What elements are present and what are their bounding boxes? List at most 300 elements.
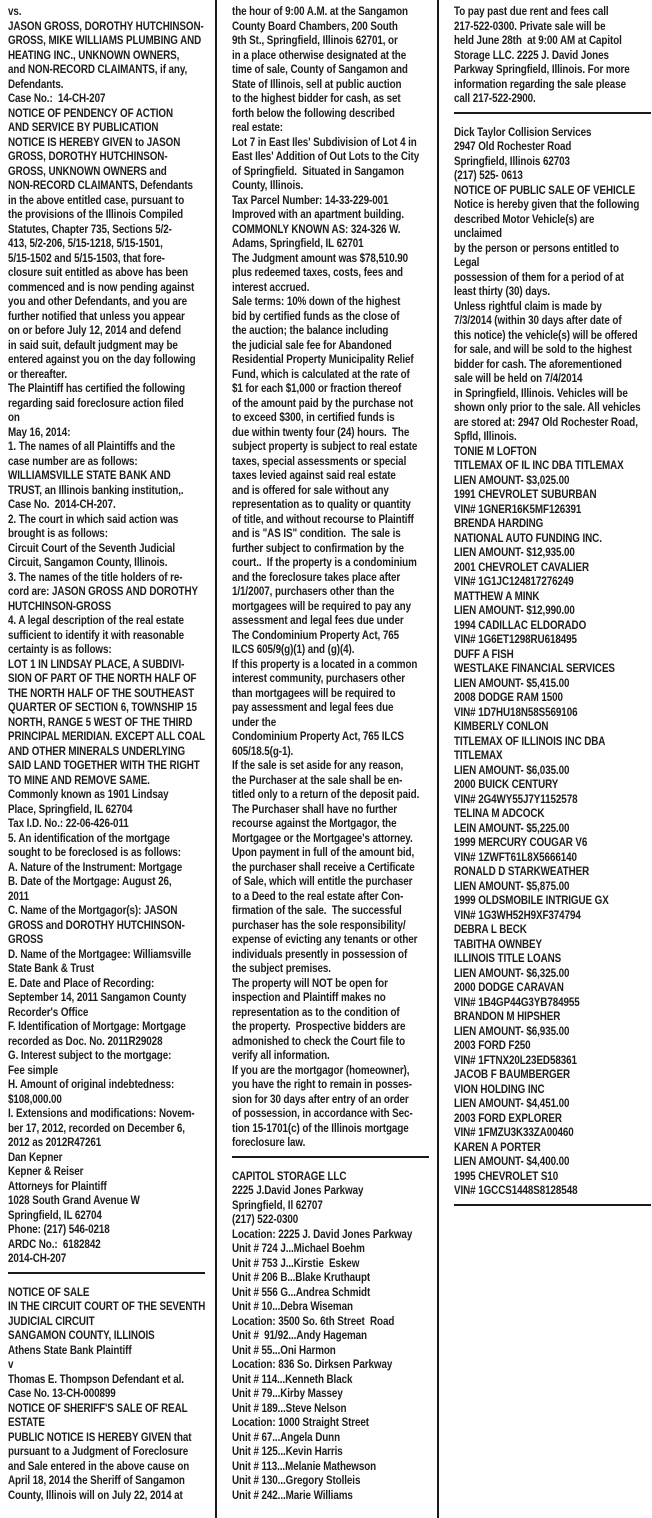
text-line: TELINA M ADCOCK <box>454 806 545 820</box>
text-line: State of Illinois, sell at public auction <box>232 76 402 91</box>
text-line: Springfield, IL 62704 <box>8 1207 102 1222</box>
text-line: foreclosure law. <box>232 1135 306 1149</box>
text-line: WESTLAKE FINANCIAL SERVICES <box>454 661 615 675</box>
text-line: THE NORTH HALF OF THE SOUTHEAST <box>8 685 195 700</box>
text-line: JUDICIAL CIRCUIT <box>8 1313 95 1328</box>
text-line: County, Illinois. <box>232 178 304 192</box>
text-line: County Board Chambers, 200 South <box>232 18 398 33</box>
text-line: Attorneys for Plaintiff <box>8 1178 107 1193</box>
text-line: on <box>8 410 20 424</box>
text-line: 413, 5/2-206, 5/15-1218, 5/15-1501, <box>8 236 163 250</box>
text-line: A. Nature of the Instrument: Mortgage <box>8 859 183 874</box>
text-line: further subject to confirmation by the <box>232 540 404 555</box>
text-line: Residential Property Municipality Relief <box>232 352 414 366</box>
notice-of-sale-sheriff-continued <box>232 4 432 1150</box>
text-line: shown only prior to the sale. All vehicles <box>454 400 641 414</box>
text-line: The property will NOT be open for <box>232 975 388 990</box>
text-line: in the above entitled case, pursuant to <box>8 192 185 207</box>
text-line: Unit # 125...Kevin Harris <box>232 1444 343 1458</box>
text-line: the auction; the balance including <box>232 323 389 337</box>
text-line: further notified that unless you appear <box>8 308 185 323</box>
text-line: ber 17, 2012, recorded on December 6, <box>8 1120 185 1135</box>
text-line: possession of them for a period of at <box>454 269 624 284</box>
text-line: you have the right to remain in posses- <box>232 1077 413 1091</box>
text-line: and Sale entered in the above cause on <box>8 1458 190 1473</box>
text-line: May 16, 2014: <box>8 424 71 439</box>
text-line: 2225 J.David Jones Parkway <box>232 1183 364 1197</box>
text-line: Unless rightful claim is made by <box>454 298 602 313</box>
text-line: Circuit Court of the Seventh Judicial <box>8 540 176 555</box>
text-line: LIEN AMOUNT- $6,935.00 <box>454 1023 570 1038</box>
text-line: to the highest bidder for cash, as set <box>232 91 401 105</box>
text-line: B. Date of the Mortgage: August 26, <box>8 874 172 888</box>
notice-public-sale-of-vehicle <box>454 125 652 1198</box>
text-line: unclaimed <box>454 226 502 240</box>
text-line: 1028 South Grand Avenue W <box>8 1193 140 1207</box>
text-line: Statutes, Chapter 735, Sections 5/2- <box>8 221 172 236</box>
text-line: NOTICE OF PUBLIC SALE OF VEHICLE <box>454 182 636 197</box>
text-line: Location: 836 So. Dirksen Parkway <box>232 1357 393 1371</box>
text-line: IN THE CIRCUIT COURT OF THE SEVENTH <box>8 1299 206 1313</box>
text-line: TO MINE AND REMOVE SAME. <box>8 772 150 787</box>
text-line: Commonly known as 1901 Lindsay <box>8 787 169 801</box>
text-line: NOTICE OF PENDENCY OF ACTION <box>8 105 174 120</box>
text-line: Parkway Springfield, Illinois. For more <box>454 62 630 76</box>
text-line: 2000 BUICK CENTURY <box>454 777 559 791</box>
text-line: VIN# 1G1JC124817276249 <box>454 574 574 588</box>
text-line: SAID LAND TOGETHER WITH THE RIGHT <box>8 758 200 772</box>
text-line: recourse against the Mortgagor, the <box>232 816 397 830</box>
text-line: WILLIAMSVILLE STATE BANK AND <box>8 468 171 482</box>
text-line: LIEN AMOUNT- $12,990.00 <box>454 603 575 617</box>
text-line: pursuant to a Judgment of Foreclosure <box>8 1444 189 1458</box>
text-line: representation as to quality or quantity <box>232 497 411 511</box>
text-line: Unit # 724 J...Michael Boehm <box>232 1241 365 1255</box>
column-divider-left <box>215 0 217 1518</box>
text-line: Unit # 10...Debra Wiseman <box>232 1299 353 1313</box>
text-line: sought to be foreclosed is as follows: <box>8 845 181 859</box>
text-line: described Motor Vehicle(s) are <box>454 211 595 226</box>
text-line: ARDC No.: 6182842 <box>8 1236 101 1251</box>
text-line: sale will be held on 7/4/2014 <box>454 371 583 385</box>
text-line: KAREN A PORTER <box>454 1139 541 1154</box>
text-line: April 18, 2014 the Sheriff of Sangamon <box>8 1473 185 1487</box>
text-line: I. Extensions and modifications: Novem- <box>8 1106 195 1120</box>
text-line: firmation of the sale. The successful <box>232 903 402 917</box>
text-line: BRENDA HARDING <box>454 516 544 530</box>
text-line: the hour of 9:00 A.M. at the Sangamon <box>232 4 408 18</box>
text-line: than mortgagees will be required to <box>232 685 396 700</box>
text-line: LIEN AMOUNT- $4,400.00 <box>454 1154 570 1168</box>
text-line: 7/3/2014 (within 30 days after date of <box>454 313 622 327</box>
text-line: ESTATE <box>8 1415 45 1429</box>
text-line: real estate: <box>232 120 283 134</box>
text-line: Tax I.D. No.: 22-06-426-011 <box>8 816 129 830</box>
text-line: taxes, special assessments or special <box>232 453 407 468</box>
text-line: certainty is as follows: <box>8 642 112 656</box>
text-line: subject property is subject to real estate <box>232 439 418 453</box>
text-line: VIN# 1GCCS1448S8128548 <box>454 1183 578 1197</box>
text-line: GROSS, MIKE WILLIAMS PLUMBING AND <box>8 33 202 47</box>
text-line: 1995 CHEVROLET S10 <box>454 1168 559 1183</box>
notice-separator-rule <box>8 1272 205 1274</box>
text-line: LIEN AMOUNT- $5,415.00 <box>454 675 570 690</box>
text-line: The Judgment amount was $78,510.90 <box>232 250 409 265</box>
text-line: bid by certified funds as the close of <box>232 308 400 323</box>
text-line: 1999 MERCURY COUGAR V6 <box>454 835 588 849</box>
text-line: Recorder's Office <box>8 1004 89 1019</box>
text-line: vs. <box>8 4 22 18</box>
text-line: E. Date and Place of Recording: <box>8 975 155 990</box>
text-line: County, Illinois will on July 22, 2014 at <box>8 1487 183 1502</box>
text-line: Dick Taylor Collision Services <box>454 124 592 139</box>
notice-capitol-storage-continued <box>454 4 652 106</box>
text-line: NOTICE IS HEREBY GIVEN to JASON <box>8 134 181 149</box>
text-line: of the amount paid by the purchase not <box>232 395 414 410</box>
text-line: in Springfield, Illinois. Vehicles will be <box>454 385 628 400</box>
text-line: CAPITOL STORAGE LLC <box>232 1168 347 1183</box>
text-line: 1/1/2007, purchasers other than the <box>232 584 395 598</box>
text-line: tion 15-1701(c) of the Illinois mortgage <box>232 1120 409 1135</box>
text-line: sion for 30 days after entry of an order <box>232 1091 409 1106</box>
notice-of-sale-sheriff <box>8 1285 208 1503</box>
text-line: LIEN AMOUNT- $12,935.00 <box>454 545 575 559</box>
text-line: Thomas E. Thompson Defendant et al. <box>8 1371 184 1386</box>
text-line: The Purchaser shall have no further <box>232 801 398 816</box>
text-line: 2014-CH-207 <box>8 1251 67 1265</box>
text-line: Unit # 114...Kenneth Black <box>232 1371 353 1386</box>
text-line: $1 for each $1,000 or fraction thereof <box>232 381 402 395</box>
text-line: If the sale is set aside for any reason, <box>232 758 404 772</box>
text-line: Case No.: 14-CH-207 <box>8 91 106 105</box>
text-line: interest community, purchasers other <box>232 671 405 685</box>
text-line: the purchaser shall receive a Certificate <box>232 859 415 874</box>
text-line: the judicial sale fee for Abandoned <box>232 337 392 352</box>
text-line: 217-522-0300. Private sale will be <box>454 18 606 33</box>
text-line: 2000 DODGE CARAVAN <box>454 980 564 994</box>
text-line: Legal <box>454 255 480 269</box>
text-line: to exceed $300, in certified funds is <box>232 410 395 424</box>
text-line: PRINCIPAL MERIDIAN. EXCEPT ALL COAL <box>8 729 205 743</box>
text-line: 605/18.5(g-1). <box>232 743 294 758</box>
text-line: 3. The names of the title holders of re- <box>8 569 183 584</box>
text-line: Fund, which is calculated at the rate of <box>232 366 410 381</box>
text-line: court.. If the property is a condominium <box>232 555 417 569</box>
text-line: regarding said foreclosure action filed <box>8 395 184 410</box>
text-line: Unit # 189...Steve Nelson <box>232 1400 347 1415</box>
text-line: Adams, Springfield, IL 62701 <box>232 236 364 250</box>
text-line: PUBLIC NOTICE IS HEREBY GIVEN that <box>8 1429 192 1444</box>
text-line: JASON GROSS, DOROTHY HUTCHINSON- <box>8 18 204 33</box>
text-line: COMMONLY KNOWN AS: 324-326 W. <box>232 221 401 236</box>
text-line: verify all information. <box>232 1048 330 1062</box>
text-line: SION OF PART OF THE NORTH HALF OF <box>8 671 197 685</box>
text-line: Case No. 2014-CH-207. <box>8 497 116 511</box>
text-line: GROSS <box>8 932 44 946</box>
text-line: Circuit, Sangamon County, Illinois. <box>8 555 168 569</box>
text-line: Storage LLC. 2225 J. David Jones <box>454 47 609 62</box>
notice-pendency-of-action <box>8 4 208 1266</box>
text-line: $108,000.00 <box>8 1091 62 1106</box>
text-line: and NON-RECORD CLAIMANTS, if any, <box>8 62 188 76</box>
text-line: D. Name of the Mortgagee: Williamsville <box>8 946 192 961</box>
text-line: Tax Parcel Number: 14-33-229-001 <box>232 192 389 207</box>
text-line: If this property is a located in a common <box>232 656 418 671</box>
text-line: on or before July 12, 2014 and defend <box>8 323 182 337</box>
text-line: KIMBERLY CONLON <box>454 719 549 733</box>
text-line: bidder for cash. The aforementioned <box>454 356 622 371</box>
text-line: QUARTER OF SECTION 6, TOWNSHIP 15 <box>8 700 197 714</box>
text-line: TITLEMAX OF ILLINOIS INC DBA <box>454 733 606 748</box>
text-line: AND SERVICE BY PUBLICATION <box>8 120 159 134</box>
text-line: GROSS, DOROTHY HUTCHINSON- <box>8 149 168 163</box>
text-line: Spfld, Illinois. <box>454 429 517 443</box>
text-line: HUTCHINSON-GROSS <box>8 598 112 613</box>
text-line: commenced and is now pending against <box>8 279 195 294</box>
text-line: TITLEMAX OF IL INC DBA TITLEMAX <box>454 458 624 472</box>
text-line: you and other Defendants, and you are <box>8 294 188 308</box>
text-line: case number are as follows: <box>8 453 138 468</box>
text-line: JACOB F BAUMBERGER <box>454 1067 571 1081</box>
text-line: of possession, in accordance with Sec- <box>232 1106 413 1120</box>
text-line: BRANDON M HIPSHER <box>454 1009 561 1023</box>
text-line: entered against you on the day following <box>8 352 196 366</box>
text-line: 1999 OLDSMOBILE INTRIGUE GX <box>454 893 609 907</box>
text-line: 2011 <box>8 888 30 903</box>
text-line: C. Name of the Mortgagor(s): JASON <box>8 903 178 917</box>
text-line: Notice is hereby given that the following <box>454 197 640 211</box>
text-line: H. Amount of original indebtedness: <box>8 1077 175 1091</box>
text-line: G. Interest subject to the mortgage: <box>8 1048 172 1062</box>
text-line: Unit # 753 J...Kirstie Eskew <box>232 1255 360 1270</box>
text-line: VIN# 1D7HU18N58S569106 <box>454 704 578 719</box>
column-middle <box>232 4 432 1502</box>
column-left <box>8 4 208 1502</box>
text-line: VIN# 2G4WY55J7Y1152578 <box>454 791 578 806</box>
text-line: 2947 Old Rochester Road <box>454 139 572 153</box>
text-line: 2008 DODGE RAM 1500 <box>454 690 563 704</box>
text-line: Unit # 67...Angela Dunn <box>232 1429 341 1444</box>
text-line: mortgagees will be required to pay any <box>232 598 412 613</box>
text-line: VIN# 1GNER16K5MF126391 <box>454 501 582 516</box>
text-line: taxes levied against said real estate <box>232 468 396 482</box>
text-line: admonished to check the Court file to <box>232 1033 406 1048</box>
text-line: DEBRA L BECK <box>454 922 527 936</box>
text-line: Upon payment in full of the amount bid, <box>232 845 415 859</box>
text-line: AND OTHER MINERALS UNDERLYING <box>8 743 186 758</box>
text-line: 5/15-1502 and 5/15-1503, that fore- <box>8 250 165 265</box>
notice-capitol-storage <box>232 1169 432 1503</box>
text-line: Unit # 55...Oni Harmon <box>232 1342 336 1357</box>
text-line: Springfield, Il 62707 <box>232 1197 323 1212</box>
text-line: 2. The court in which said action was <box>8 511 179 526</box>
text-line: Place, Springfield, IL 62704 <box>8 801 133 816</box>
column-right <box>454 4 652 1217</box>
text-line: closure suit entitled as above has been <box>8 265 189 279</box>
text-line: NORTH, RANGE 5 WEST OF THE THIRD <box>8 714 193 729</box>
text-line: Lot 7 in East Iles' Subdivision of Lot 4 in <box>232 134 417 149</box>
text-line: Location: 2225 J. David Jones Parkway <box>232 1226 413 1241</box>
text-line: the Purchaser at the sale shall be en- <box>232 772 403 787</box>
text-line: forth below the following described <box>232 105 395 120</box>
text-line: and is "AS IS" condition. The sale is <box>232 526 401 540</box>
text-line: MATTHEW A MINK <box>454 588 540 603</box>
text-line: under the <box>232 714 277 729</box>
text-line: 1991 CHEVROLET SUBURBAN <box>454 487 597 501</box>
text-line: Unit # 91/92...Andy Hageman <box>232 1328 367 1342</box>
notice-separator-rule <box>454 112 651 114</box>
text-line: Location: 1000 Straight Street <box>232 1415 369 1429</box>
text-line: Condominium Property Act, 765 ILCS <box>232 729 404 743</box>
text-line: Kepner & Reiser <box>8 1164 84 1178</box>
text-line: time of sale, County of Sangamon and <box>232 62 408 76</box>
text-line: NOTICE OF SHERIFF'S SALE OF REAL <box>8 1400 188 1415</box>
text-line: VION HOLDING INC <box>454 1081 545 1096</box>
text-line: and is offered for sale without any <box>232 482 389 497</box>
text-line: of title, and without recourse to Plaintiff <box>232 511 414 526</box>
text-line: LIEN AMOUNT- $6,325.00 <box>454 965 570 980</box>
text-line: are stored at: 2947 Old Rochester Road, <box>454 414 638 429</box>
text-line: (217) 525- 0613 <box>454 168 523 182</box>
text-line: interest accrued. <box>232 279 310 294</box>
text-line: assessment and legal fees due under <box>232 613 404 627</box>
text-line: Unit # 130...Gregory Stolleis <box>232 1473 361 1487</box>
text-line: to a Deed to the real estate after Con- <box>232 888 404 903</box>
text-line: LOT 1 IN LINDSAY PLACE, A SUBDIVI- <box>8 656 185 671</box>
text-line: TABITHA OWNBEY <box>454 936 542 951</box>
text-line: LIEN AMOUNT- $4,451.00 <box>454 1096 570 1110</box>
text-line: Dan Kepner <box>8 1149 63 1164</box>
text-line: Unit # 113...Melanie Mathewson <box>232 1458 377 1473</box>
text-line: If you are the mortgagor (homeowner), <box>232 1062 410 1077</box>
text-line: 2001 CHEVROLET CAVALIER <box>454 559 590 574</box>
text-line: in said suit, default judgment may be <box>8 337 178 352</box>
text-line: 4. A legal description of the real estate <box>8 613 184 627</box>
text-line: VIN# 1G6ET1298RU618495 <box>454 632 577 646</box>
text-line: information regarding the sale please <box>454 76 626 91</box>
column-divider-right <box>437 0 439 1518</box>
text-line: NATIONAL AUTO FUNDING INC. <box>454 530 602 545</box>
text-line: (217) 522-0300 <box>232 1212 299 1226</box>
text-line: plus redeemed taxes, costs, fees and <box>232 265 403 279</box>
text-line: TRUST, an Illinois banking institution,. <box>8 482 184 497</box>
text-line: NOTICE OF SALE <box>8 1284 90 1299</box>
text-line: Defendants. <box>8 76 64 91</box>
text-line: HEATING INC., UNKNOWN OWNERS, <box>8 47 180 62</box>
text-line: by the person or persons entitled to <box>454 240 619 255</box>
text-line: LIEN AMOUNT- $6,035.00 <box>454 762 570 777</box>
text-line: Fee simple <box>8 1062 59 1077</box>
text-line: ILCS 605/9(g)(1) and (g)(4). <box>232 642 355 656</box>
text-line: of Springfield. Situated in Sangamon <box>232 163 404 178</box>
text-line: 1. The names of all Plaintiffs and the <box>8 439 175 453</box>
text-line: 2012 as 2012R47261 <box>8 1135 102 1149</box>
text-line: VIN# 1ZWFT61L8X5666140 <box>454 849 577 864</box>
text-line: Sale terms: 10% down of the highest <box>232 294 401 308</box>
text-line: this notice) the vehicle(s) will be offered <box>454 327 638 342</box>
text-line: Location: 3500 So. 6th Street Road <box>232 1313 395 1328</box>
text-line: F. Identification of Mortgage: Mortgage <box>8 1019 186 1033</box>
text-line: Unit # 206 B...Blake Kruthaupt <box>232 1270 371 1284</box>
text-line: in a place otherwise designated at the <box>232 47 407 62</box>
text-line: 5. An identification of the mortgage <box>8 830 170 845</box>
text-line: State Bank & Trust <box>8 961 95 975</box>
text-line: the provisions of the Illinois Compiled <box>8 207 184 221</box>
text-line: held June 28th at 9:00 AM at Capitol <box>454 33 622 47</box>
text-line: 9th St., Springfield, Illinois 62701, or <box>232 33 398 47</box>
text-line: SANGAMON COUNTY, ILLINOIS <box>8 1328 155 1342</box>
text-line: the subject premises. <box>232 961 331 975</box>
text-line: VIN# 1G3WH52H9XF374794 <box>454 907 581 922</box>
text-line: call 217-522-2900. <box>454 91 536 105</box>
text-line: NON-RECORD CLAIMANTS, Defendants <box>8 178 193 192</box>
text-line: due within twenty four (24) hours. The <box>232 424 410 439</box>
text-line: GROSS, UNKNOWN OWNERS and <box>8 163 167 178</box>
text-line: LEIN AMOUNT- $5,225.00 <box>454 820 570 835</box>
text-line: September 14, 2011 Sangamon County <box>8 990 187 1004</box>
text-line: Mortgagee or the Mortgagee's attorney. <box>232 830 413 845</box>
text-line: expense of evicting any tenants or other <box>232 932 418 946</box>
text-line: The Condominium Property Act, 765 <box>232 627 399 642</box>
text-line: VIN# 1B4GP44G3YB784955 <box>454 994 580 1009</box>
text-line: of Sale, which will entitle the purchaser <box>232 874 413 888</box>
text-line: v <box>8 1357 14 1371</box>
notice-separator-rule <box>232 1156 429 1158</box>
text-line: Case No. 13-CH-000899 <box>8 1386 116 1400</box>
text-line: VIN# 1FTNX20L23ED58361 <box>454 1052 577 1067</box>
text-line: inspection and Plaintiff makes no <box>232 990 386 1004</box>
text-line: LIEN AMOUNT- $3,025.00 <box>454 472 570 487</box>
text-line: Unit # 556 G...Andrea Schmidt <box>232 1284 371 1299</box>
text-line: LIEN AMOUNT- $5,875.00 <box>454 878 570 893</box>
text-line: Springfield, Illinois 62703 <box>454 153 570 168</box>
text-line: recorded as Doc. No. 2011R29028 <box>8 1033 163 1048</box>
text-line: least thirty (30) days. <box>454 284 551 298</box>
text-line: pay assessment and legal fees due <box>232 700 394 714</box>
text-line: 2003 FORD F250 <box>454 1038 531 1052</box>
text-line: TONIE M LOFTON <box>454 443 537 458</box>
text-line: individuals presently in possession of <box>232 946 408 961</box>
text-line: Unit # 79...Kirby Massey <box>232 1386 343 1400</box>
text-line: East Iles' Addition of Out Lots to the City <box>232 149 420 163</box>
text-line: 2003 FORD EXPLORER <box>454 1110 562 1125</box>
text-line: and the foreclosure takes place after <box>232 569 401 584</box>
text-line: brought is as follows: <box>8 526 108 540</box>
text-line: titled only to a return of the deposit paid. <box>232 787 420 801</box>
text-line: TITLEMAX <box>454 748 503 762</box>
text-line: ILLINOIS TITLE LOANS <box>454 951 562 965</box>
text-line: Unit # 242...Marie Williams <box>232 1487 353 1502</box>
text-line: To pay past due rent and fees call <box>454 4 609 18</box>
text-line: representation as to the condition of <box>232 1004 400 1019</box>
text-line: The Plaintiff has certified the following <box>8 381 186 395</box>
text-line: RONALD D STARKWEATHER <box>454 864 590 878</box>
text-line: Improved with an apartment building. <box>232 207 405 221</box>
text-line: cord are: JASON GROSS AND DOROTHY <box>8 584 198 598</box>
text-line: for sale, and will be sold to the highest <box>454 342 632 356</box>
text-line: GROSS and DOROTHY HUTCHINSON- <box>8 917 185 932</box>
text-line: Athens State Bank Plaintiff <box>8 1342 132 1357</box>
text-line: or thereafter. <box>8 366 68 381</box>
text-line: sufficient to identify it with reasonable <box>8 627 185 642</box>
text-line: purchaser has the sole responsibility/ <box>232 917 406 932</box>
text-line: 1994 CADILLAC ELDORADO <box>454 617 587 632</box>
text-line: Phone: (217) 546-0218 <box>8 1222 110 1236</box>
notice-separator-rule <box>454 1204 651 1206</box>
text-line: the property. Prospective bidders are <box>232 1019 406 1033</box>
text-line: VIN# 1FMZU3K33ZA00460 <box>454 1125 574 1139</box>
text-line: DUFF A FISH <box>454 646 514 661</box>
